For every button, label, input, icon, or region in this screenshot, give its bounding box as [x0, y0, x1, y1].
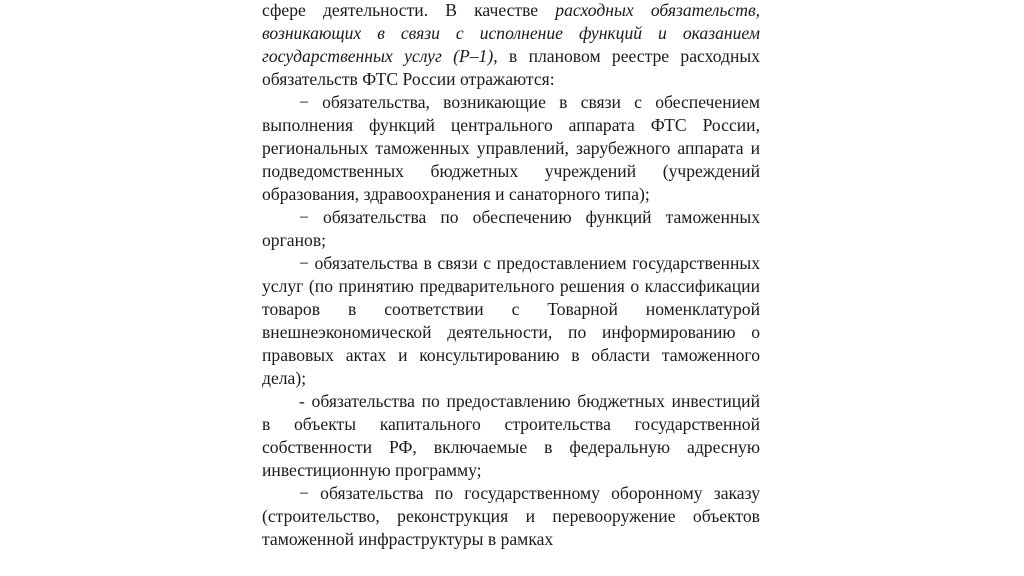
intro-text-start: сфере деятельности. В качестве	[262, 0, 556, 20]
document-text	[262, 0, 760, 551]
list-item-investments: - обязательства по предоставлению бюджетных инвестиций в объекты капитального строительства государственной собственности РФ, включаемые в федеральную адресную инвестиционную программу;	[262, 391, 760, 480]
intro-text-end: , в плановом реестре расходных обязательств ФТС России отражаются:	[262, 46, 760, 89]
list-item-customs-bodies: − обязательства по обеспечению функций таможенных органов;	[262, 207, 760, 250]
intro-paragraph	[262, 0, 760, 91]
list-item-defense-order: − обязательства по государственному оборонному заказу (строительство, реконструкция и перевооружение объектов таможенной инфраструктуры в рамках	[262, 483, 760, 549]
list-item-state-services: − обязательства в связи с предоставлением государственных услуг (по принятию предварительного решения о классификации товаров в соответствии с Товарной номенклатурой внешнеэкономической деятельности, по информированию о правовых актах и консультированию в области таможенного дела);	[262, 253, 760, 388]
list-item-functions: − обязательства, возникающие в связи с обеспечением выполнения функций центрального аппарата ФТС России, региональных таможенных управлений, зарубежного аппарата и подведомственных бюджетных учреждений (учреждений образования, здравоохранения и санаторного типа);	[262, 92, 760, 204]
intro-italic-term: расходных обязательств, возникающих в связи с исполнение функций и оказанием государственных услуг (Р–1)	[262, 0, 760, 66]
